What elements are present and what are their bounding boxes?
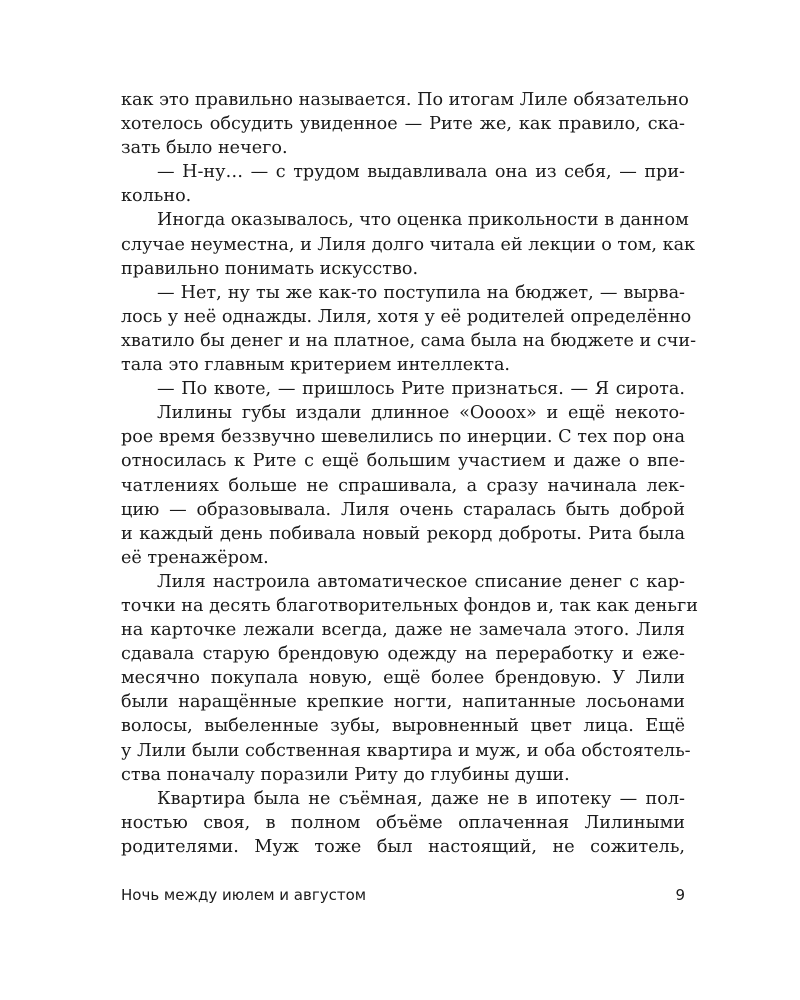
text-line: цию — образовывала. Лиля очень старалась быть доброй (121, 499, 685, 520)
text-line: хватило бы денег и на платное, сама была на бюджете и счи- (121, 330, 697, 351)
text-line: Иногда оказывалось, что оценка прикольности в данном (157, 210, 689, 231)
text-line: волосы, выбеленные зубы, выровненный цвет лица. Ещё (121, 716, 685, 737)
text-line: лось у неё однажды. Лиля, хотя у её родителей определённо (121, 306, 692, 327)
page-number: 9 (675, 886, 685, 904)
body-text (121, 88, 698, 859)
text-line: её тренажёром. (121, 547, 269, 568)
text-line: хотелось обсудить увиденное — Рите же, как правило, ска- (121, 114, 685, 135)
text-line: тала это главным критерием интеллекта. (121, 355, 511, 376)
text-line: на карточке лежали всегда, даже не замечала этого. Лиля (121, 620, 685, 641)
text-line: относилась к Рите с ещё большим участием и даже о впе- (121, 451, 685, 472)
text-line: ностью своя, в полном объёме оплаченная Лилиными (121, 812, 685, 833)
text-line: случае неуместна, и Лиля долго читала ей лекции о том, как (121, 234, 696, 255)
text-line: и каждый день побивала новый рекорд доброты. Рита была (121, 523, 685, 544)
text-line: были наращённые крепкие ногти, напитанные лосьонами (121, 692, 685, 713)
text-line: Лилины губы издали длинное «Оооох» и ещё некото- (157, 403, 685, 424)
text-line: месячно покупала новую, ещё более брендовую. У Лили (121, 668, 685, 689)
text-line: кольно. (121, 186, 192, 207)
text-line: Лиля настроила автоматическое списание денег с кар- (157, 571, 685, 592)
text-line: — Н-ну… — с трудом выдавливала она из себя, — при- (157, 162, 685, 183)
text-line: — По квоте, — пришлось Рите признаться. — Я сирота. (157, 379, 685, 400)
page-footer (121, 886, 685, 908)
running-title: Ночь между июлем и августом (121, 886, 367, 904)
text-line: сдавала старую брендовую одежду на переработку и еже- (121, 644, 685, 665)
text-line: ства поначалу поразили Риту до глубины души. (121, 764, 570, 785)
text-line: Квартира была не съёмная, даже не в ипотеку — пол- (157, 788, 685, 809)
text-line: — Нет, ну ты же как-то поступила на бюджет, — вырва- (157, 282, 685, 303)
text-line: правильно понимать искусство. (121, 258, 419, 279)
text-line: у Лили были собственная квартира и муж, и оба обстоятель- (121, 740, 691, 761)
text-line: рое время беззвучно шевелились по инерции. С тех пор она (121, 427, 685, 448)
text-line: родителями. Муж тоже был настоящий, не сожитель, (121, 836, 685, 857)
text-line: зать было нечего. (121, 138, 288, 159)
text-line: как это правильно называется. По итогам Лиле обязательно (121, 90, 689, 110)
text-line: чатлениях больше не спрашивала, а сразу начинала лек- (121, 475, 685, 496)
text-line: точки на десять благотворительных фондов и, так как деньги (121, 595, 698, 616)
